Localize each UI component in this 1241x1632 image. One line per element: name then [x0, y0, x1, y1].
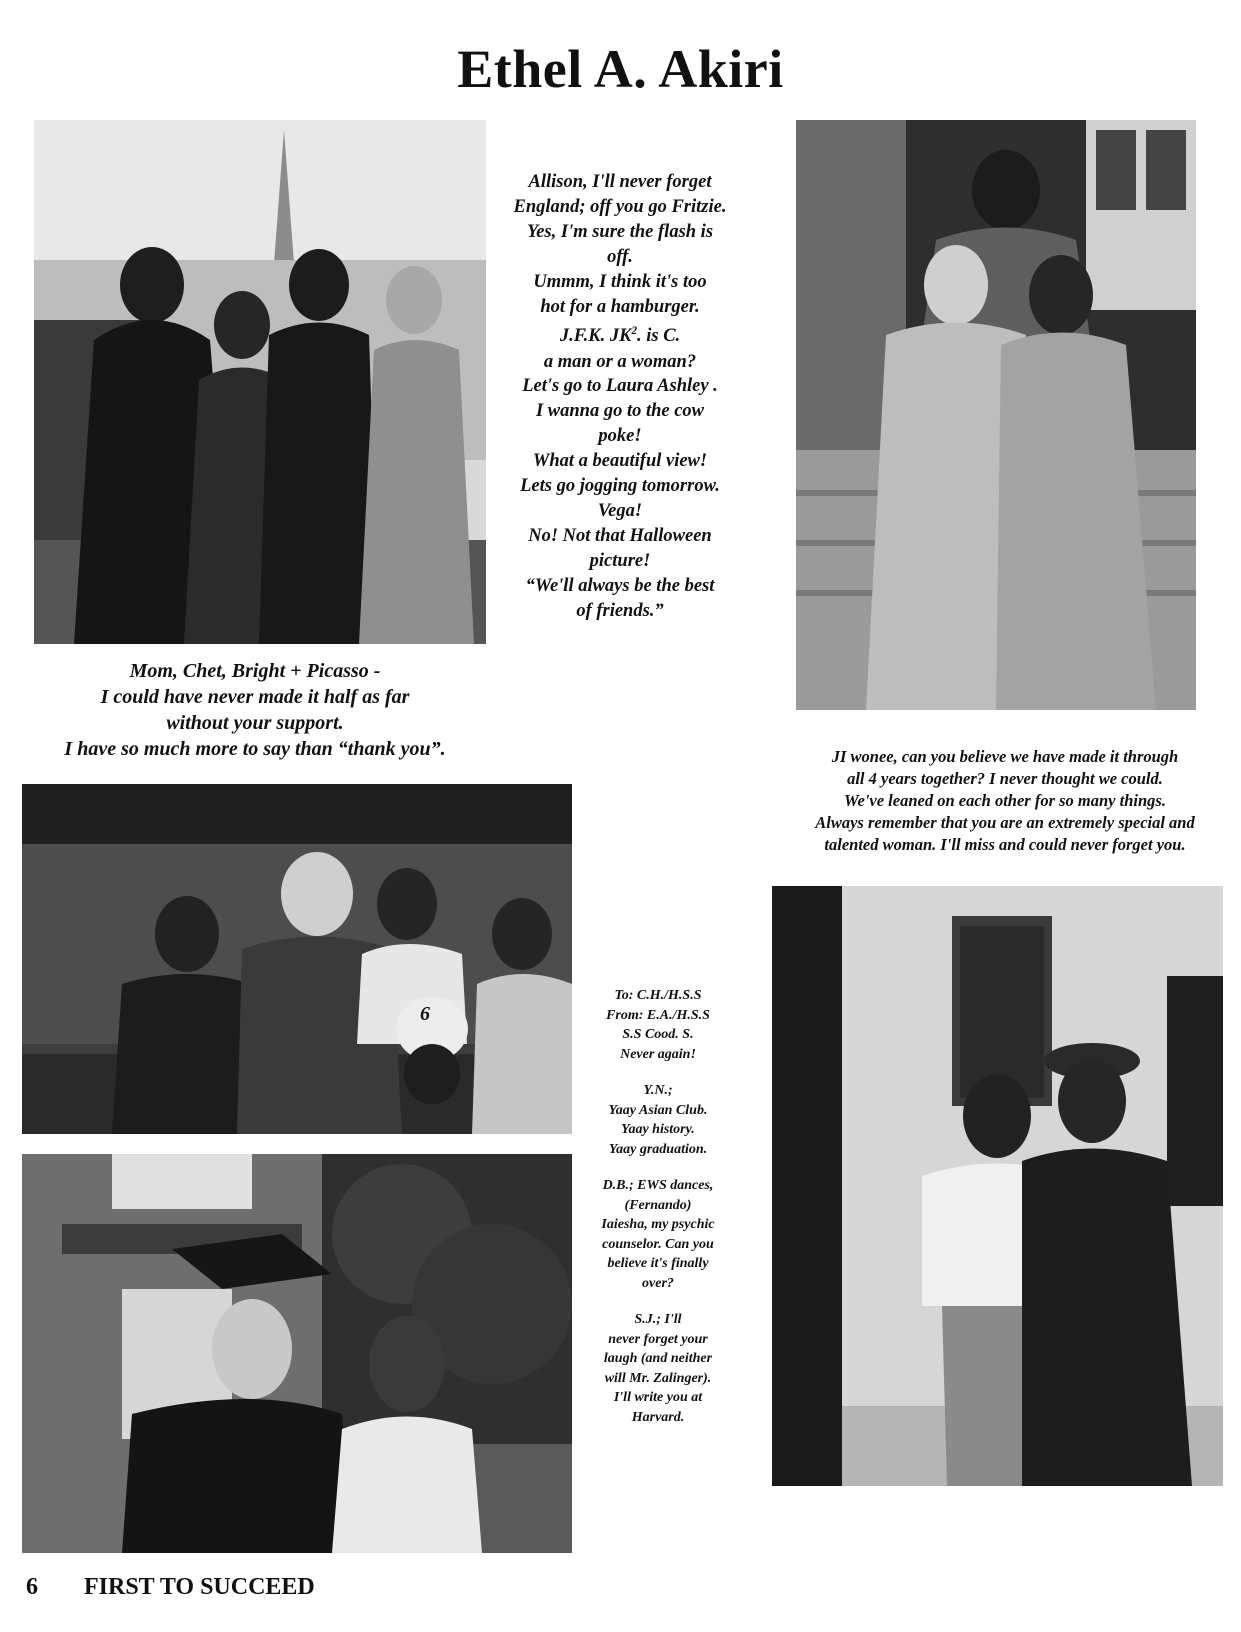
note-line: S.S Cood. S.: [622, 1027, 694, 1042]
acknowledgement-text: [20, 658, 490, 762]
note-block: [568, 1310, 748, 1427]
quote-line-jfk: [470, 319, 770, 349]
note-line: Never again!: [620, 1046, 696, 1062]
quote-line: Vega!: [597, 500, 643, 521]
note-line: To: C.H./H.S.S: [614, 988, 702, 1003]
page-footer: [26, 1574, 315, 1601]
quote-line: Lets go jogging tomorrow.: [520, 476, 720, 497]
two-friends-photo: [772, 886, 1223, 1486]
page-number: 6: [26, 1574, 38, 1600]
note-line: D.B.; EWS dances,: [602, 1178, 714, 1193]
note-line: counselor. Can you: [602, 1236, 714, 1252]
jfk-text: J.F.K. JK: [559, 326, 632, 347]
cap-badge-text: 6: [420, 1003, 430, 1025]
message-line: JI wonee, can you believe we have made it through: [831, 747, 1179, 766]
family-photo: [34, 120, 486, 644]
quote-line: Allison, I'll never forget: [528, 172, 712, 192]
ack-line: I could have never made it half as far: [100, 686, 410, 708]
note-line: Harvard.: [631, 1409, 685, 1425]
quote-line: I wanna go to the cow: [535, 401, 705, 422]
note-line: never forget your: [608, 1331, 708, 1347]
quote-line: What a beautiful view!: [532, 451, 708, 472]
note-line: Y.N.;: [643, 1083, 673, 1098]
message-line: Always remember that you are an extremely special and: [815, 813, 1195, 832]
jfk-tail: . is C.: [637, 326, 681, 347]
note-line: over?: [642, 1275, 674, 1291]
three-friends-photo: [796, 120, 1196, 710]
message-line: talented woman. I'll miss and could never forget you.: [824, 835, 1186, 854]
note-line: Yaay graduation.: [608, 1141, 708, 1157]
note-line: believe it's finally: [607, 1256, 709, 1271]
jfk-superscript: 2: [631, 325, 637, 338]
quote-line: poke!: [598, 426, 642, 447]
note-line: I'll write you at: [613, 1390, 703, 1405]
quote-line: hot for a hamburger.: [540, 296, 700, 317]
graduation-photo: [22, 1154, 572, 1553]
note-line: will Mr. Zalinger).: [604, 1370, 712, 1386]
message-line: We've leaned on each other for so many things.: [844, 791, 1166, 810]
quotes-column: [470, 170, 770, 623]
note-line: Iaiesha, my psychic: [601, 1217, 715, 1232]
quote-line: picture!: [589, 550, 651, 571]
quote-line: No! Not that Halloween: [528, 525, 712, 546]
ack-line: without your support.: [166, 712, 344, 734]
quote-line: “We'll always be the best: [525, 575, 715, 596]
quote-line: Yes, I'm sure the flash is: [526, 221, 714, 242]
note-line: Yaay Asian Club.: [608, 1102, 708, 1118]
notes-column: [568, 986, 748, 1444]
group-photo: [22, 784, 572, 1134]
note-block: [568, 1176, 748, 1293]
quote-line: Let's go to Laura Ashley .: [522, 376, 718, 397]
note-line: From: E.A./H.S.S: [606, 1007, 710, 1023]
quote-line: a man or a woman?: [543, 351, 697, 372]
note-line: (Fernando): [624, 1197, 692, 1213]
message-line: all 4 years together? I never thought we could.: [847, 769, 1163, 788]
note-line: Yaay history.: [621, 1122, 695, 1137]
quote-line: England; off you go Fritzie.: [513, 196, 727, 217]
ack-line: Mom, Chet, Bright + Picasso -: [129, 660, 381, 682]
quote-line: Ummm, I think it's too: [533, 271, 707, 292]
note-block: [568, 1081, 748, 1159]
note-block: [568, 986, 748, 1064]
note-line: laugh (and neither: [603, 1351, 713, 1366]
note-line: S.J.; I'll: [634, 1312, 682, 1327]
jiwonee-message: [780, 746, 1230, 856]
page-title: Ethel A. Akiri: [457, 39, 784, 99]
quote-line: of friends.”: [576, 600, 664, 621]
quote-line: off.: [607, 246, 633, 267]
ack-line: I have so much more to say than “thank you”.: [64, 738, 446, 760]
section-title: FIRST TO SUCCEED: [84, 1574, 315, 1600]
